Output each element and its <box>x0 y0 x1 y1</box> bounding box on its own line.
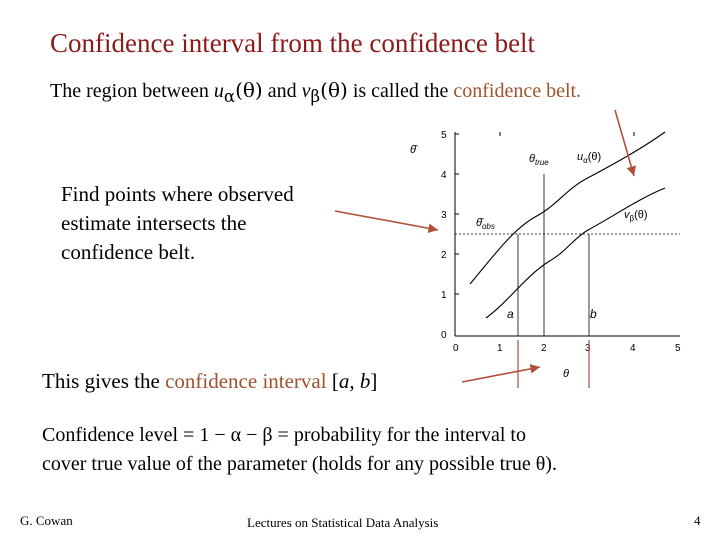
bracket-open: [ <box>326 369 339 393</box>
interval-comma: , <box>349 369 360 393</box>
theta-arg-1: (θ) <box>235 78 263 102</box>
v-beta-curve <box>486 188 665 318</box>
interval-prefix: This gives the <box>42 369 166 393</box>
x-tick-label: 2 <box>541 343 547 354</box>
y-tick-label: 4 <box>441 170 447 181</box>
x-tick-label: 4 <box>630 343 636 354</box>
theta-obs-label: $\thetâ_{obs}$ <box>476 217 495 231</box>
footer-page-number: 4 <box>694 513 701 528</box>
footer-course: Lectures on Statistical Data Analysis <box>247 515 439 530</box>
alpha-subscript: α <box>223 87 236 106</box>
u-alpha-label: $u_\alpha(\theta)$ <box>577 151 602 165</box>
confidence-line-1: Confidence level = 1 − α − β = probability for the interval to <box>42 424 526 446</box>
y-tick-label: 5 <box>441 130 447 141</box>
interval-a: a <box>338 369 350 393</box>
theta-arg-2: (θ) <box>320 78 348 102</box>
y-axis-label: θ̂ <box>410 144 416 156</box>
x-axis-label: θ <box>563 368 569 380</box>
arrow-to-belt <box>615 110 634 176</box>
y-tick-label: 3 <box>441 210 447 221</box>
x-tick-label: 1 <box>497 343 503 354</box>
v-beta-label: $v_\beta(\theta)$ <box>624 209 648 223</box>
interval-highlight: confidence interval <box>165 369 327 393</box>
confidence-level-text <box>42 421 557 479</box>
interval-b: b <box>359 369 371 393</box>
y-tick-label: 0 <box>441 330 447 341</box>
x-tick-label: 0 <box>453 343 459 354</box>
bracket-close: ] <box>370 369 378 393</box>
belt-highlight: confidence belt. <box>453 80 582 102</box>
a-label: a <box>507 307 514 321</box>
y-ticks <box>455 134 459 294</box>
b-label: b <box>590 307 597 321</box>
callout-line: confidence belt. <box>61 240 196 264</box>
footer-author: G. Cowan <box>20 513 73 528</box>
callout-line: estimate intersects the <box>61 211 247 235</box>
interval-callout <box>42 369 377 394</box>
u-symbol: u <box>213 80 224 102</box>
u-alpha-curve <box>470 132 665 284</box>
arrow-to-obs <box>335 211 438 230</box>
slide-title: Confidence interval from the confidence belt <box>50 28 536 58</box>
y-tick-label: 2 <box>441 250 447 261</box>
x-tick-label: 5 <box>675 343 681 354</box>
y-tick-label: 1 <box>441 290 447 301</box>
find-points-callout <box>61 180 294 267</box>
definition-and: and <box>262 80 302 102</box>
definition-is-called: is called the <box>347 80 454 102</box>
confidence-line-2: cover true value of the parameter (holds for any possible true θ). <box>42 453 557 475</box>
v-symbol: v <box>301 80 311 102</box>
theta-true-label: $\theta_{true}$ <box>529 153 549 167</box>
definition-prefix: The region between <box>50 80 214 102</box>
beta-subscript: β <box>310 87 321 106</box>
arrow-to-interval <box>462 367 540 382</box>
callout-line: Find points where observed <box>61 182 294 206</box>
x-tick-label: 3 <box>585 343 591 354</box>
